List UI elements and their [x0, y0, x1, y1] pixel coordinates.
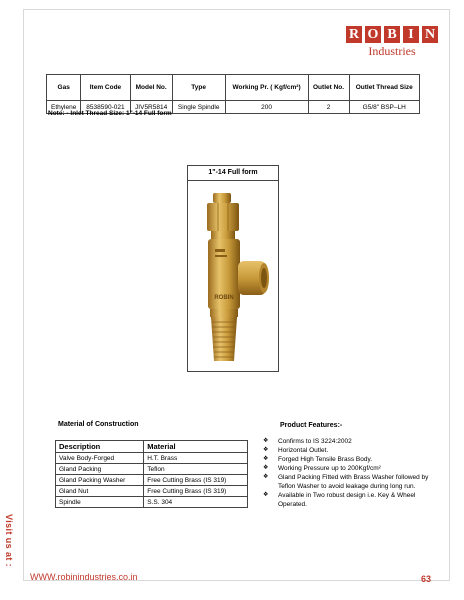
features-list [263, 437, 433, 509]
logo-letter: R [346, 26, 362, 43]
spec-header-cell: Outlet No. [308, 75, 349, 101]
website-link[interactable]: WWW.robinindustries.co.in [30, 572, 138, 582]
logo-letter: O [365, 26, 381, 43]
logo-letter: N [422, 26, 438, 43]
feature-bullet-icon: ❖ [263, 492, 269, 498]
spec-cell: Ethylene [47, 101, 81, 114]
feature-item [263, 491, 433, 509]
feature-bullet-icon: ❖ [263, 465, 269, 471]
spec-header-cell: Outlet Thread Size [349, 75, 420, 101]
logo-word [346, 26, 438, 43]
feature-item [263, 437, 433, 446]
feature-item [263, 446, 433, 455]
feature-item [263, 455, 433, 464]
feature-bullet-icon: ❖ [263, 474, 269, 480]
material-cell: Free Cutting Brass (IS 319) [144, 486, 248, 497]
material-cell: Spindle [56, 497, 144, 508]
material-header-cell: Description [56, 441, 144, 453]
valve-illustration [188, 181, 278, 372]
image-caption: 1"-14 Full form [188, 166, 278, 181]
product-image-box [187, 165, 279, 372]
feature-bullet-icon: ❖ [263, 438, 269, 444]
spec-cell: Single Spindle [172, 101, 225, 114]
logo-letter: I [403, 26, 419, 43]
spec-header-cell: Working Pr. ( Kgf/cm²) [225, 75, 308, 101]
spec-table [46, 74, 420, 114]
material-cell: Free Cutting Brass (IS 319) [144, 475, 248, 486]
spec-header-cell: Model No. [130, 75, 172, 101]
spec-header-row [47, 75, 420, 101]
logo-subtitle: Industries [368, 44, 416, 58]
material-cell: Valve Body-Forged [56, 453, 144, 464]
material-cell: Teflon [144, 464, 248, 475]
feature-text: Forged High Tensile Brass Body. [278, 456, 373, 463]
spec-cell: 8538590-021 [81, 101, 130, 114]
note-text: Note: - Inlet Thread Size: 1"-14 Full form [48, 110, 172, 117]
feature-text: Confirms to IS 3224:2002 [278, 438, 352, 445]
material-cell: Gland Nut [56, 486, 144, 497]
feature-text: Available in Two robust design i.e. Key & Wheel Operated. [278, 492, 416, 508]
feature-item [263, 464, 433, 473]
feature-text: Gland Packing Fitted with Brass Washer followed by Teflon Washer to avoid leakage during long run. [278, 474, 429, 490]
material-row [56, 497, 248, 508]
feature-item [263, 473, 433, 491]
robin-logo [346, 26, 438, 59]
material-cell: Gland Packing Washer [56, 475, 144, 486]
side-text: Visit us at : [4, 514, 14, 568]
material-row [56, 475, 248, 486]
material-row [56, 486, 248, 497]
material-row [56, 453, 248, 464]
spec-cell: 200 [225, 101, 308, 114]
material-title: Material of Construction [58, 421, 139, 428]
spec-header-cell: Item Code [81, 75, 130, 101]
material-cell: Gland Packing [56, 464, 144, 475]
material-table [55, 440, 248, 508]
spec-header-cell: Gas [47, 75, 81, 101]
material-cell: H.T. Brass [144, 453, 248, 464]
material-row [56, 464, 248, 475]
features-title: Product Features:- [280, 422, 343, 429]
material-cell: S.S. 304 [144, 497, 248, 508]
feature-bullet-icon: ❖ [263, 456, 269, 462]
logo-letter: B [384, 26, 400, 43]
page-number: 63 [421, 574, 432, 584]
feature-text: Horizontal Outlet. [278, 447, 329, 454]
spec-header-cell: Type [172, 75, 225, 101]
material-header-cell: Material [144, 441, 248, 453]
spec-cell: 2 [308, 101, 349, 114]
feature-text: Working Pressure up to 200Kgf/cm² [278, 465, 381, 472]
material-header-row [56, 441, 248, 453]
valve-embossed-label: ROBIN [214, 295, 234, 301]
feature-bullet-icon: ❖ [263, 447, 269, 453]
spec-cell: G5/8" BSP–LH [349, 101, 420, 114]
spec-cell: JIV5R5814 [130, 101, 172, 114]
